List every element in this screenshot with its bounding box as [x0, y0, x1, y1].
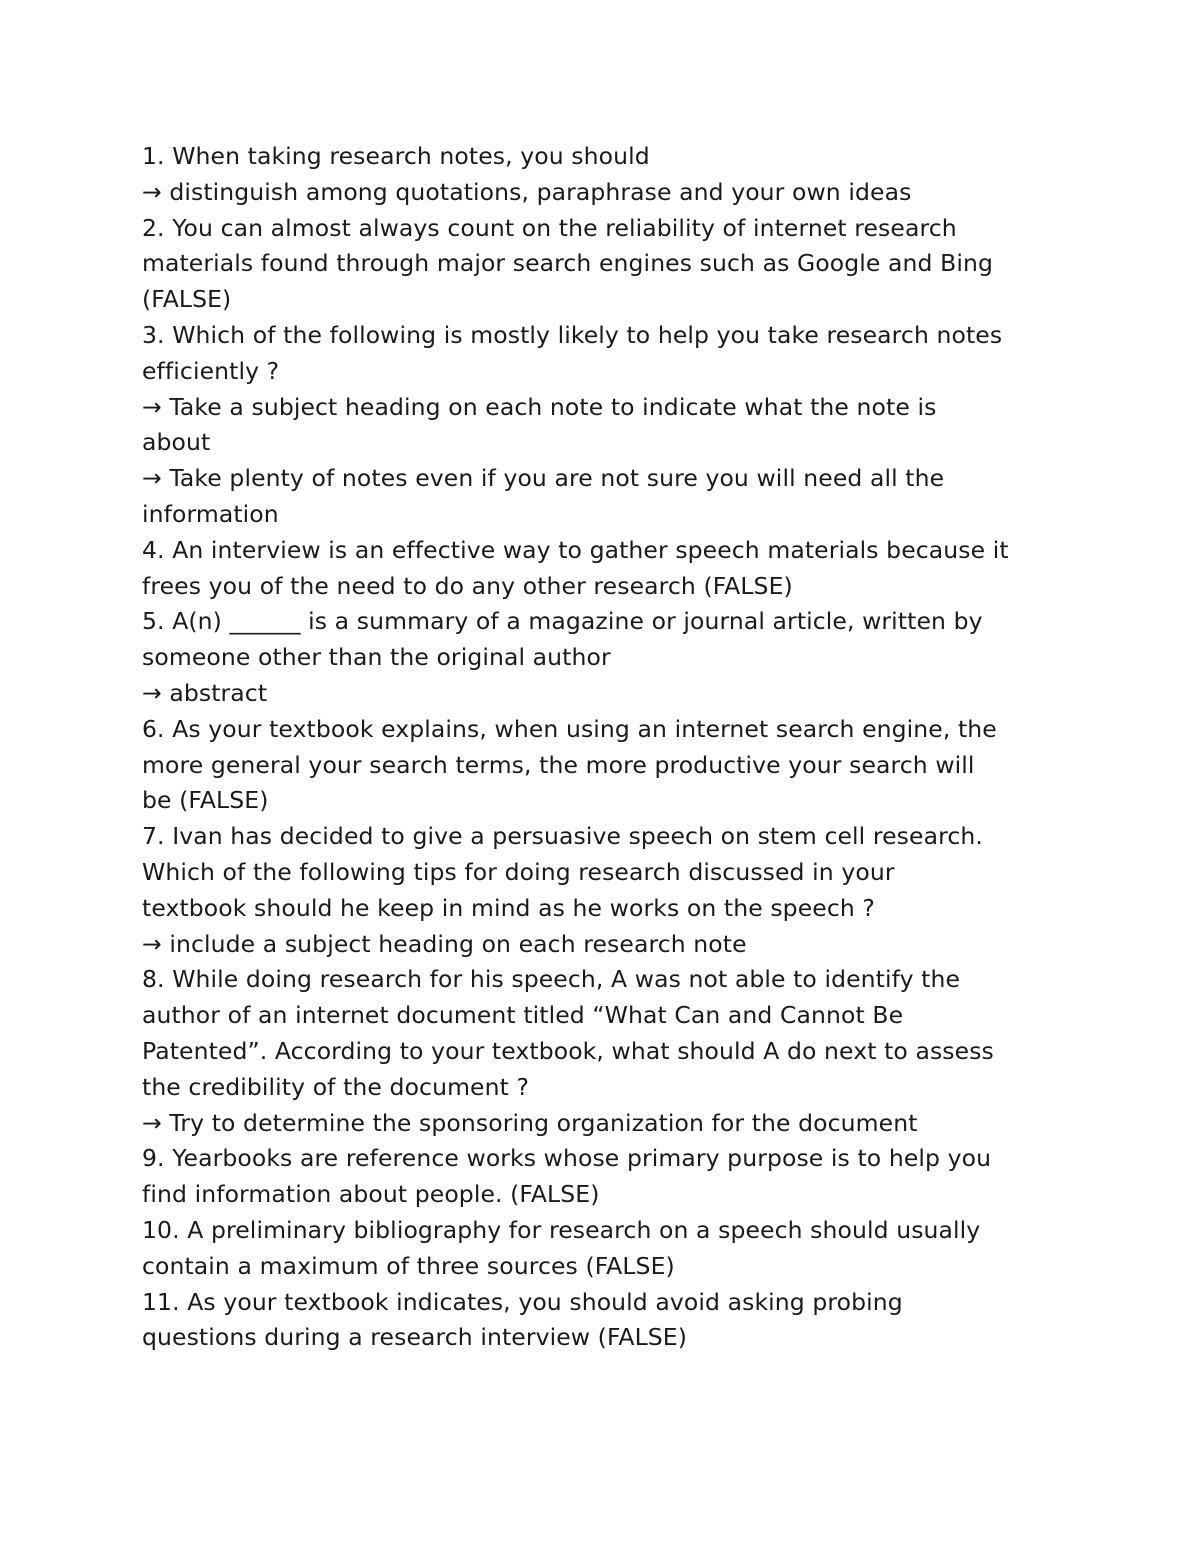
- q6-answer: be (FALSE): [142, 786, 269, 815]
- q4-question-cont: frees you of the need to do any other research (FALSE): [142, 571, 793, 600]
- q7-answer: → include a subject heading on each research note: [142, 929, 747, 958]
- q6-question: 6. As your textbook explains, when using an internet search engine, the: [142, 714, 997, 743]
- q3-answer-2: → Take plenty of notes even if you are not sure you will need all the: [142, 464, 945, 493]
- q1-question: 1. When taking research notes, you should: [142, 142, 650, 170]
- q10-question: 10. A preliminary bibliography for research on a speech should usually: [142, 1215, 981, 1244]
- q3-answer-1: → Take a subject heading on each note to indicate what the note is: [142, 392, 937, 421]
- q11-question-cont: questions during a research interview (FALSE): [142, 1323, 687, 1352]
- q2-question-cont: materials found through major search engines such as Google and Bing: [142, 249, 993, 278]
- q8-question-cont-2: Patented”. According to your textbook, what should A do next to assess: [142, 1036, 994, 1065]
- q7-question: 7. Ivan has decided to give a persuasive speech on stem cell research.: [142, 822, 983, 851]
- q4-question: 4. An interview is an effective way to gather speech materials because it: [142, 535, 1009, 564]
- q8-question-cont-3: the credibility of the document ?: [142, 1072, 530, 1101]
- q3-question: 3. Which of the following is mostly likely to help you take research notes: [142, 320, 1003, 349]
- q7-question-cont-1: Which of the following tips for doing research discussed in your: [142, 857, 895, 886]
- q5-question-cont: someone other than the original author: [142, 643, 611, 672]
- q8-question-cont-1: author of an internet document titled “What Can and Cannot Be: [142, 1001, 904, 1030]
- q7-question-cont-2: textbook should he keep in mind as he works on the speech ?: [142, 893, 875, 922]
- q9-question: 9. Yearbooks are reference works whose primary purpose is to help you: [142, 1144, 992, 1173]
- q3-question-cont: efficiently ?: [142, 356, 280, 385]
- q8-answer: → Try to determine the sponsoring organization for the document: [142, 1108, 918, 1137]
- q8-question: 8. While doing research for his speech, A was not able to identify the: [142, 965, 961, 994]
- q5-answer: → abstract: [142, 678, 268, 707]
- q1-answer: → distinguish among quotations, paraphrase and your own ideas: [142, 177, 912, 206]
- q10-question-cont: contain a maximum of three sources (FALSE): [142, 1251, 675, 1280]
- q6-question-cont: more general your search terms, the more productive your search will: [142, 750, 975, 779]
- q3-answer-2-cont: information: [142, 499, 279, 528]
- q9-question-cont: find information about people. (FALSE): [142, 1180, 600, 1209]
- q2-question: 2. You can almost always count on the reliability of internet research: [142, 213, 957, 242]
- document-body: [142, 139, 1077, 1356]
- q11-question: 11. As your textbook indicates, you should avoid asking probing: [142, 1287, 903, 1316]
- q5-question: 5. A(n) ______ is a summary of a magazine or journal article, written by: [142, 607, 983, 636]
- q2-answer: (FALSE): [142, 285, 232, 314]
- q3-answer-1-cont: about: [142, 428, 211, 457]
